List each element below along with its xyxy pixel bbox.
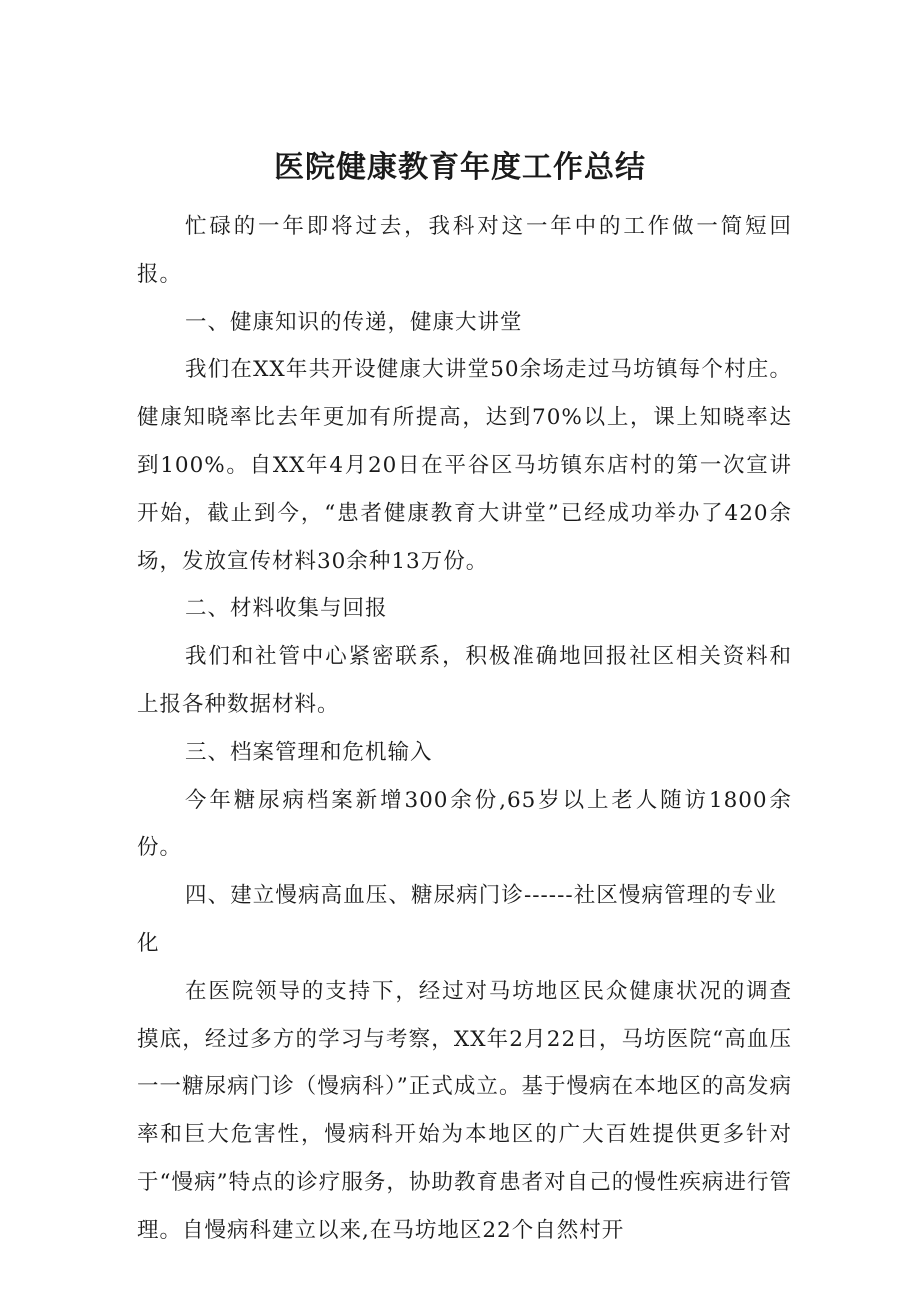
intro-paragraph: 忙碌的一年即将过去，我科对这一年中的工作做一简短回报。 <box>137 214 792 287</box>
section-heading-4: 四、建立慢病高血压、糖尿病门诊------社区慢病管理的专业化 <box>137 883 777 956</box>
section-heading-3: 三、档案管理和危机输入 <box>185 739 433 765</box>
section-heading-1: 一、健康知识的传递，健康大讲堂 <box>185 309 523 335</box>
document-body <box>137 203 792 1255</box>
section-heading-2: 二、材料收集与回报 <box>185 596 388 622</box>
document-title: 医院健康教育年度工作总结 <box>274 150 646 185</box>
section-2-paragraph: 我们和社管中心紧密联系，积极准确地回报社区相关资料和上报各种数据材料。 <box>137 644 792 717</box>
section-1-paragraph: 我们在XX年共开设健康大讲堂50余场走过马坊镇每个村庄。健康知晓率比去年更加有所提高，达到70%以上，课上知晓率达到100%。自XX年4月20日在平谷区马坊镇东店村的第一次宣讲开始，截止到今，“患者健康教育大讲堂”已经成功举办了420余场，发放宣传材料30余种13万份。 <box>137 357 792 574</box>
section-4-paragraph: 在医院领导的支持下，经过对马坊地区民众健康状况的调查摸底，经过多方的学习与考察，XX年2月22日，马坊医院“高血压一一糖尿病门诊（慢病科）”正式成立。基于慢病在本地区的高发病率和巨大危害性，慢病科开始为本地区的广大百姓提供更多针对于“慢病”特点的诊疗服务，协助教育患者对自己的慢性疾病进行管理。自慢病科建立以来,在马坊地区22个自然村开 <box>137 978 792 1243</box>
section-3-paragraph: 今年糖尿病档案新增300余份,65岁以上老人随访1800余份。 <box>137 787 792 861</box>
